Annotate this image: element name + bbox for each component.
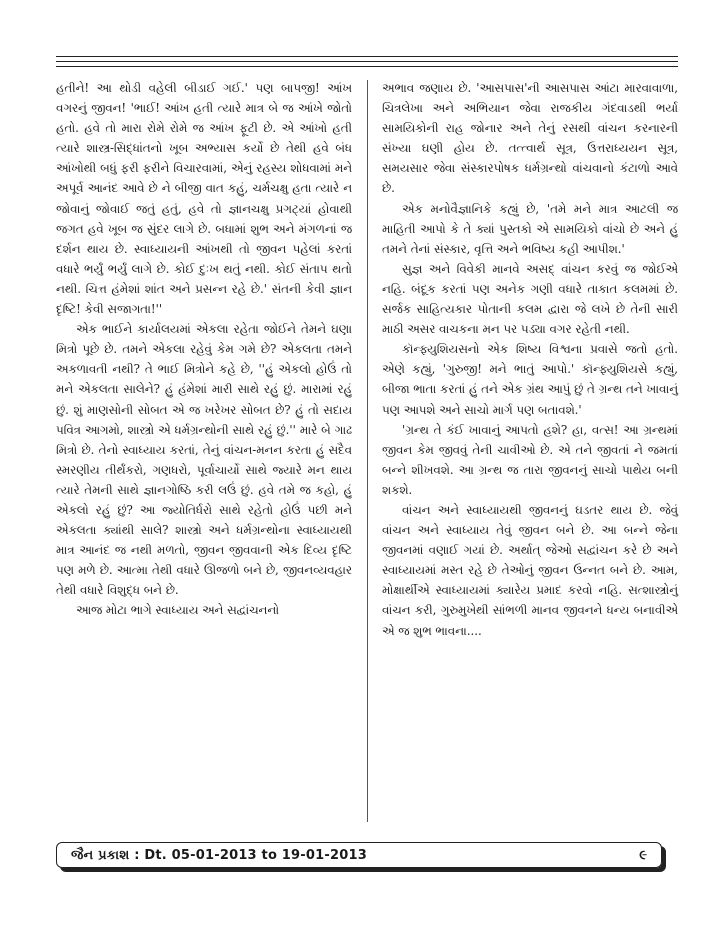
paragraph: હતીને! આ થોડી વહેલી બીડાઈ ગઈ.' પણ બાપજી! આંખ વગરનું જીવન! 'ભાઈ! આંખ હતી ત્યારે માત્ર બે જ આંખે જોતો હતો. હવે તો મારા રોમે રોમે જ આંખ ફૂટી છે. એ આંખો હતી ત્યારે શાસ્ત્ર-સિદ્ધાંતનો ખૂબ અભ્યાસ કર્યો છે તેથી હવે બંધ આંખોથી બધું ફરી ફરીને વિચારવામાં, એનું રહસ્ય શોધવામાં મને અપૂર્વ આનંદ આવે છે ને બીજી વાત કહું, ચર્મચક્ષુ હતા ત્યારે ન જોવાનું જોવાઈ જતું હતું, હવે તો જ્ઞાનચક્ષુ પ્રગટ્યાં હોવાથી જગત હવે ખૂબ જ સુંદર લાગે છે. બધામાં શુભ અને મંગળનાં જ દર્શન થાય છે. સ્વાધ્યાયની આંખથી તો જીવન પહેલાં કરતાં વધારે ભર્યું ભર્યું લાગે છે. કોઈ દુઃખ થતું નથી. કોઈ સંતાપ થતો નથી. ચિત્ત હંમેશાં શાંત અને પ્રસન્ન રહે છે.' સંતની કેવી જ્ઞાન દૃષ્ટિ! કેવી સજાગતા!'' bbox=[56, 81, 352, 317]
paragraph: આજ મોટા ભાગે સ્વાધ્યાય અને સદ્વાંચનનો bbox=[76, 603, 280, 618]
paragraph: એક મનોવૈજ્ઞાનિકે કહ્યું છે, 'તમે મને માત્ર આટલી જ માહિતી આપો કે તે ક્યાં પુસ્તકો એ સામયિકો વાંચો છે અને હું તમને તેનાં સંસ્કાર, વૃત્તિ અને ભવિષ્ય કહી આપીશ.' bbox=[382, 201, 678, 256]
header-rule-middle bbox=[56, 61, 678, 62]
paragraph: એક ભાઈને કાર્યાલયમાં એકલા રહેતા જોઈને તેમને ઘણા મિત્રો પૂછે છે. તમને એકલા રહેવું કેમ ગમે છે? એકલતા તમને અકળાવતી નથી? તે ભાઈ મિત્રોને કહે છે, ''હું એકલો હોઉં તો મને એકલતા સાલેને? હું હંમેશાં મારી સાથે રહું છું. મારામાં રહું છું. શું માણસોની સોબત એ જ ખરેખર સોબત છે? હું તો સદાય પવિત્ર આગમો, શાસ્ત્રો એ ધર્મગ્રન્થોની સાથે રહું છું.'' મારે બે ગાઢ મિત્રો છે. તેનો સ્વાધ્યાય કરતાં, તેનું વાંચન-મનન કરતા હું સદૈવ સ્મરણીય તીર્થંકરો, ગણધરો, પૂર્વાચાર્યો સાથે જ્યારે મન થાય ત્યારે તેમની સાથે જ્ઞાનગોષ્ઠિ કરી લઉં છું. હવે તમે જ કહો, હું એકલો રહું છું? આ જ્યોતિર્ધરો સાથે રહેતો હોઉં પછી મને એકલતા ક્યાંથી સાલે? શાસ્ત્રો અને ધર્મગ્રન્થોના સ્વાધ્યાયથી માત્ર આનંદ જ નથી મળતો, જીવન જીવવાની એક દિવ્ય દૃષ્ટિ પણ મળે છે. આત્મા તેથી વધારે ઊજળો બને છે, જીવનવ્યવહાર તેથી વધારે વિશુદ્ધ બને છે. bbox=[56, 322, 352, 598]
header-rule-bottom bbox=[56, 66, 678, 67]
paragraph: વાંચન અને સ્વાધ્યાયથી જીવનનું ઘડતર થાય છે. જેવું વાંચન અને સ્વાધ્યાય તેવું જીવન બને છે. આ બન્ને જેના જીવનમાં વણાઈ ગયાં છે. અર્થાત્ જેઓ સદ્વાંચન કરે છે અને સ્વાધ્યાયમાં મસ્ત રહે છે તેઓનું જીવન ઉન્નત બને છે. આમ, મોક્ષાર્થીએ સ્વાધ્યાયમાં ક્યારેય પ્રમાદ કરવો નહિ. સત્શાસ્ત્રોનું વાંચન કરી, ગુરુમુખેથી સાંભળી માનવ જીવનને ધન્ય બનાવીએ એ જ શુભ ભાવના.... bbox=[382, 502, 678, 638]
column-divider bbox=[367, 80, 368, 822]
paragraph: અભાવ જણાય છે. 'આસપાસ'ની આસપાસ આંટા મારવાવાળા, ચિત્રલેખા અને અભિયાન જેવા રાજકીય ગંદવાડથી ભર્યા સામયિકોની રાહ જોનાર અને તેનું રસથી વાંચન કરનારની સંખ્યા ઘણી હોય છે. તત્ત્વાર્થ સૂત્ર, ઉત્તરાધ્યયન સૂત્ર, સમયસાર જેવા સંસ્કારપોષક ધર્મગ્રન્થો વાંચવાનો કંટાળો આવે છે. bbox=[382, 81, 678, 196]
left-column bbox=[56, 78, 352, 621]
publication-title: જૈન પ્રકાશ : Dt. 05-01-2013 to 19-01-2013 bbox=[71, 847, 367, 863]
paragraph: 'ગ્રન્થ તે કંઈ ખાવાનું આપતો હશે? હા, વત્સ! આ ગ્રન્થમાં જીવન કેમ જીવવું તેની ચાવીઓ છે. એ તને જીવતાં ને જમતાં બન્ને શીખવશે. આ ગ્રન્થ જ તારા જીવનનું સાચો પાથેય બની શકશે. bbox=[382, 422, 678, 497]
right-column bbox=[382, 78, 678, 641]
article-body bbox=[56, 78, 678, 830]
header-rule-top bbox=[56, 56, 678, 57]
paragraph: કૉન્ફ્યુશિયસનો એક શિષ્ય વિશ્વના પ્રવાસે જતો હતો. એણે કહ્યું, 'ગુરુજી! મને ભાતું આપો.' કૉન્ફ્યુશિયસે કહ્યું, બીજા ભાતા કરતાં હું તને એક ગ્રંથ આપું છું તે ગ્રન્થ તને ખાવાનું પણ આપશે અને સાચો માર્ગ પણ બતાવશે.' bbox=[382, 342, 678, 417]
footer-bar bbox=[56, 842, 662, 868]
page-number: ૯ bbox=[639, 847, 647, 863]
paragraph: સુજ્ઞ અને વિવેકી માનવે અસદ્ વાંચન કરવું જ જોઈએ નહિ. બંદૂક કરતાં પણ અનેક ગણી વધારે તાકાત કલમમાં છે. સર્જક સાહિત્યકાર પોતાની કલમ દ્વારા જે લખે છે તેની સારી માઠી અસર વાચકના મન પર પડ્યા વગર રહેતી નથી. bbox=[382, 261, 678, 337]
